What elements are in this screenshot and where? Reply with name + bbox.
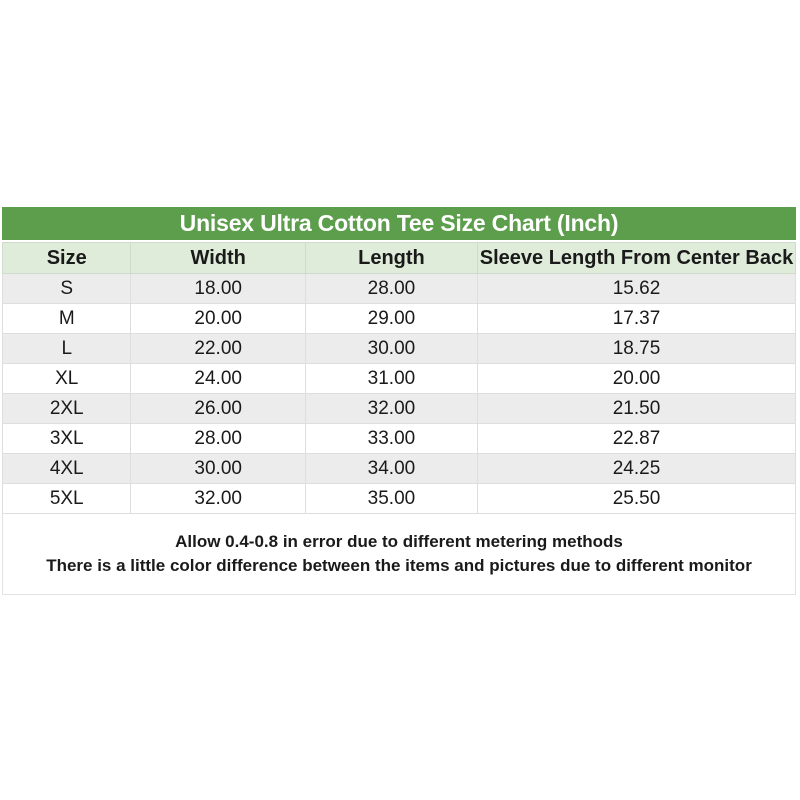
table-cell: 34.00 (305, 454, 477, 484)
table-cell: 22.00 (131, 334, 305, 364)
table-cell: XL (3, 364, 131, 394)
table-cell: 3XL (3, 424, 131, 454)
table-cell: 18.00 (131, 274, 305, 304)
table-row (3, 394, 796, 424)
column-header: Sleeve Length From Center Back (477, 243, 795, 274)
table-cell: 5XL (3, 484, 131, 514)
table-cell: 30.00 (131, 454, 305, 484)
table-cell: 18.75 (477, 334, 795, 364)
table-row (3, 484, 796, 514)
table-row (3, 454, 796, 484)
table-row (3, 304, 796, 334)
table-cell: 33.00 (305, 424, 477, 454)
column-header: Length (305, 243, 477, 274)
table-cell: M (3, 304, 131, 334)
table-cell: 15.62 (477, 274, 795, 304)
table-row (3, 364, 796, 394)
table-cell: 20.00 (477, 364, 795, 394)
table-row (3, 424, 796, 454)
size-table-body (3, 274, 796, 514)
table-cell: 24.00 (131, 364, 305, 394)
note-color-difference: There is a little color difference between the items and pictures due to different monitor (46, 556, 752, 575)
table-cell: 26.00 (131, 394, 305, 424)
table-cell: 28.00 (131, 424, 305, 454)
table-cell: 21.50 (477, 394, 795, 424)
table-cell: 2XL (3, 394, 131, 424)
table-cell: 31.00 (305, 364, 477, 394)
table-cell: 25.50 (477, 484, 795, 514)
column-header: Width (131, 243, 305, 274)
table-cell: 30.00 (305, 334, 477, 364)
table-cell: L (3, 334, 131, 364)
size-chart (2, 207, 796, 595)
table-cell: 28.00 (305, 274, 477, 304)
table-row (3, 274, 796, 304)
table-cell: 22.87 (477, 424, 795, 454)
size-chart-notes (2, 514, 796, 595)
size-chart-title: Unisex Ultra Cotton Tee Size Chart (Inch) (2, 207, 796, 242)
table-cell: 4XL (3, 454, 131, 484)
table-cell: 32.00 (305, 394, 477, 424)
note-metering-error: Allow 0.4-0.8 in error due to different metering methods (175, 532, 623, 551)
table-cell: 17.37 (477, 304, 795, 334)
table-cell: 20.00 (131, 304, 305, 334)
table-cell: S (3, 274, 131, 304)
size-table (2, 242, 796, 514)
table-cell: 24.25 (477, 454, 795, 484)
table-cell: 32.00 (131, 484, 305, 514)
table-cell: 35.00 (305, 484, 477, 514)
table-cell: 29.00 (305, 304, 477, 334)
table-row (3, 334, 796, 364)
size-table-header-row (3, 243, 796, 274)
column-header: Size (3, 243, 131, 274)
